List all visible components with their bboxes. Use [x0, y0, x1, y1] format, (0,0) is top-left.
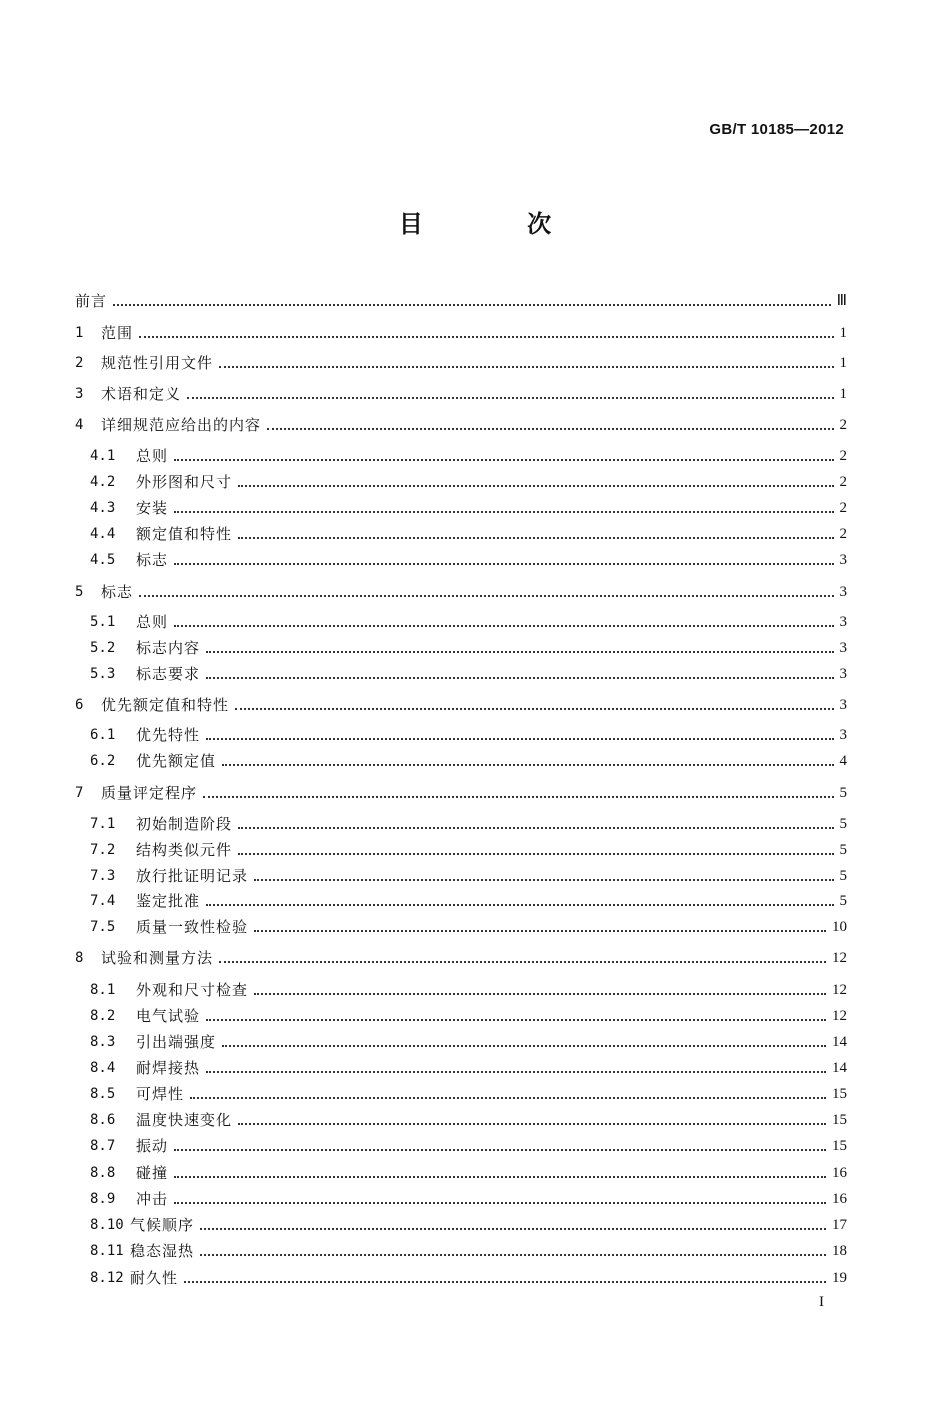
toc-leader-dots [184, 1280, 826, 1283]
toc-entry [75, 750, 847, 772]
toc-entry-number: 7.4 [90, 893, 116, 909]
toc-entry-number: 8.4 [90, 1060, 116, 1076]
toc-entry [75, 1162, 847, 1184]
toc-leader-dots [174, 562, 833, 565]
toc-entry-number: 8 [75, 950, 84, 966]
toc-entry [75, 1031, 847, 1053]
toc-entry-title: 前言 [75, 292, 108, 310]
toc-leader-dots [174, 624, 833, 627]
toc-entry [75, 694, 847, 716]
toc-entry-page: 1 [839, 325, 847, 341]
toc-entry [75, 839, 847, 861]
toc-entry-title: 耐焊接热 [136, 1059, 201, 1077]
toc-entry-number: 5.2 [90, 640, 116, 656]
toc-entry-page: 15 [832, 1086, 847, 1102]
toc-leader-dots [174, 510, 833, 513]
toc-entry-number: 7 [75, 785, 84, 801]
toc-entry [75, 445, 847, 467]
toc-entry-page: 2 [839, 526, 847, 542]
toc-entry-number: 8.9 [90, 1191, 116, 1207]
toc-entry-page: 12 [832, 982, 847, 998]
toc-entry-page: 5 [839, 868, 847, 884]
toc-entry-page: 4 [839, 753, 847, 769]
toc-entry-page: 14 [832, 1034, 847, 1050]
toc-entry-page: 3 [839, 614, 847, 630]
toc-entry-page: Ⅲ [836, 293, 847, 309]
toc-entry-page: 2 [839, 448, 847, 464]
toc-entry-page: 3 [839, 727, 847, 743]
toc-entry-title: 鉴定批准 [136, 892, 201, 910]
toc-leader-dots [200, 1227, 826, 1230]
toc-entry [75, 549, 847, 571]
toc-entry [75, 290, 847, 312]
toc-entry-page: 3 [839, 552, 847, 568]
toc-entry-title: 总则 [136, 447, 169, 465]
toc-entry-number: 7.3 [90, 868, 116, 884]
toc-entry-title: 标志要求 [136, 665, 201, 683]
toc-entry-number: 8.2 [90, 1008, 116, 1024]
toc-leader-dots [219, 365, 833, 368]
toc-entry-page: 18 [832, 1243, 847, 1259]
toc-leader-dots [206, 903, 833, 906]
toc-entry-title: 外观和尺寸检查 [136, 981, 249, 999]
toc-entry [75, 611, 847, 633]
toc-entry-page: 5 [839, 816, 847, 832]
toc-entry-number: 7.5 [90, 919, 116, 935]
toc-entry-number: 8.12 [90, 1270, 124, 1286]
toc-leader-dots [139, 594, 833, 597]
toc-entry [75, 979, 847, 1001]
toc-entry-title: 优先额定值和特性 [101, 696, 230, 714]
toc-entry-number: 5.1 [90, 614, 116, 630]
toc-entry-title: 放行批证明记录 [136, 867, 249, 885]
toc-entry-title: 规范性引用文件 [101, 354, 214, 372]
toc-leader-dots [222, 1044, 826, 1047]
toc-entry [75, 1267, 847, 1289]
toc-entry [75, 581, 847, 603]
toc-leader-dots [206, 676, 833, 679]
toc-entry-page: 5 [839, 842, 847, 858]
toc-entry-title: 初始制造阶段 [136, 815, 233, 833]
toc-leader-dots [254, 929, 826, 932]
standard-number: GB/T 10185—2012 [709, 121, 844, 138]
toc-entry [75, 1188, 847, 1210]
toc-entry-title: 优先额定值 [136, 752, 217, 770]
toc-leader-dots [206, 650, 833, 653]
toc-entry-number: 4.1 [90, 448, 116, 464]
toc-entry-title: 标志 [101, 583, 134, 601]
toc-entry [75, 471, 847, 493]
toc-entry-number: 5.3 [90, 666, 116, 682]
toc-leader-dots [174, 1148, 826, 1151]
toc-entry-page: 2 [839, 474, 847, 490]
toc-entry-page: 3 [839, 584, 847, 600]
toc-entry-number: 4 [75, 417, 84, 433]
toc-entry-title: 试验和测量方法 [101, 949, 214, 967]
toc-entry-page: 15 [832, 1112, 847, 1128]
toc-entry-page: 2 [839, 417, 847, 433]
toc-entry-title: 电气试验 [136, 1007, 201, 1025]
toc-entry-page: 17 [832, 1217, 847, 1233]
toc-entry [75, 813, 847, 835]
toc-leader-dots [206, 1070, 826, 1073]
toc-leader-dots [254, 992, 826, 995]
toc-entry [75, 782, 847, 804]
toc-entry-number: 8.3 [90, 1034, 116, 1050]
toc-entry [75, 1109, 847, 1131]
toc-entry-page: 14 [832, 1060, 847, 1076]
toc-leader-dots [206, 1018, 826, 1021]
toc-entry [75, 1057, 847, 1079]
toc-entry-page: 5 [839, 785, 847, 801]
toc-leader-dots [238, 484, 833, 487]
toc-entry-number: 6.2 [90, 753, 116, 769]
toc-leader-dots [113, 303, 831, 306]
toc-entry-title: 气候顺序 [130, 1216, 195, 1234]
toc-leader-dots [187, 396, 833, 399]
toc-entry-number: 6 [75, 697, 84, 713]
toc-entry-page: 3 [839, 666, 847, 682]
toc-entry [75, 352, 847, 374]
toc-entry-title: 范围 [101, 324, 134, 342]
toc-leader-dots [190, 1096, 826, 1099]
toc-entry-title: 引出端强度 [136, 1033, 217, 1051]
toc-entry-title: 振动 [136, 1137, 169, 1155]
toc-entry-title: 冲击 [136, 1190, 169, 1208]
toc-entry [75, 322, 847, 344]
toc-entry-number: 8.1 [90, 982, 116, 998]
toc-entry-number: 4.5 [90, 552, 116, 568]
page-title: 目 次 [398, 210, 600, 238]
toc-entry-title: 质量一致性检验 [136, 918, 249, 936]
toc-entry-title: 质量评定程序 [101, 784, 198, 802]
toc-entry-number: 7.1 [90, 816, 116, 832]
toc-leader-dots [238, 1122, 826, 1125]
toc-leader-dots [174, 458, 833, 461]
toc-entry-title: 术语和定义 [101, 385, 182, 403]
toc-entry-title: 额定值和特性 [136, 525, 233, 543]
toc-entry-number: 8.5 [90, 1086, 116, 1102]
toc-leader-dots [267, 427, 833, 430]
toc-entry [75, 865, 847, 887]
toc-entry [75, 1214, 847, 1236]
toc-entry-number: 1 [75, 325, 84, 341]
toc-entry-number: 7.2 [90, 842, 116, 858]
toc-entry-title: 温度快速变化 [136, 1111, 233, 1129]
toc-entry-number: 8.8 [90, 1165, 116, 1181]
toc-entry-title: 详细规范应给出的内容 [101, 416, 262, 434]
toc-entry-title: 总则 [136, 613, 169, 631]
toc-entry-number: 4.2 [90, 474, 116, 490]
toc-leader-dots [174, 1201, 826, 1204]
toc-entry [75, 523, 847, 545]
toc-entry-page: 1 [839, 355, 847, 371]
toc-entry-title: 优先特性 [136, 726, 201, 744]
toc-leader-dots [203, 795, 833, 798]
toc-entry-title: 安装 [136, 499, 169, 517]
toc-leader-dots [238, 826, 833, 829]
toc-entry [75, 383, 847, 405]
toc-leader-dots [174, 1175, 826, 1178]
toc-leader-dots [200, 1253, 826, 1256]
toc-entry-title: 标志 [136, 551, 169, 569]
toc-entry-title: 可焊性 [136, 1085, 185, 1103]
toc-leader-dots [219, 960, 826, 963]
toc-entry-page: 15 [832, 1138, 847, 1154]
toc-entry [75, 637, 847, 659]
toc-entry-title: 外形图和尺寸 [136, 473, 233, 491]
toc-entry-number: 3 [75, 386, 84, 402]
toc-entry [75, 1005, 847, 1027]
toc-leader-dots [139, 335, 833, 338]
toc-entry [75, 890, 847, 912]
toc-entry-number: 8.6 [90, 1112, 116, 1128]
toc-entry-number: 2 [75, 355, 84, 371]
toc-leader-dots [222, 763, 833, 766]
toc-entry-number: 8.10 [90, 1217, 124, 1233]
toc-leader-dots [206, 737, 833, 740]
toc-entry-number: 5 [75, 584, 84, 600]
toc-entry-number: 6.1 [90, 727, 116, 743]
toc-entry-title: 碰撞 [136, 1164, 169, 1182]
toc-entry-page: 19 [832, 1270, 847, 1286]
toc-entry-page: 1 [839, 386, 847, 402]
toc-entry-page: 3 [839, 640, 847, 656]
toc-leader-dots [235, 707, 833, 710]
toc-leader-dots [238, 536, 833, 539]
table-of-contents [75, 0, 847, 1403]
toc-entry-page: 10 [832, 919, 847, 935]
toc-entry [75, 497, 847, 519]
toc-entry-title: 标志内容 [136, 639, 201, 657]
toc-entry-number: 4.3 [90, 500, 116, 516]
toc-entry [75, 1240, 847, 1262]
toc-leader-dots [254, 878, 833, 881]
toc-entry-page: 12 [832, 950, 847, 966]
toc-entry [75, 916, 847, 938]
toc-entry-page: 3 [839, 697, 847, 713]
toc-entry [75, 414, 847, 436]
toc-entry [75, 724, 847, 746]
toc-entry-number: 8.7 [90, 1138, 116, 1154]
toc-entry-title: 耐久性 [130, 1269, 179, 1287]
toc-entry-page: 5 [839, 893, 847, 909]
toc-entry-title: 结构类似元件 [136, 841, 233, 859]
toc-entry-number: 8.11 [90, 1243, 124, 1259]
toc-entry-title: 稳态湿热 [130, 1242, 195, 1260]
toc-entry [75, 663, 847, 685]
toc-entry [75, 947, 847, 969]
toc-entry-page: 2 [839, 500, 847, 516]
toc-entry-number: 4.4 [90, 526, 116, 542]
toc-leader-dots [238, 852, 833, 855]
toc-entry-page: 16 [832, 1191, 847, 1207]
toc-entry [75, 1135, 847, 1157]
page-number: I [819, 1294, 824, 1310]
toc-entry-page: 16 [832, 1165, 847, 1181]
toc-entry [75, 1083, 847, 1105]
toc-entry-page: 12 [832, 1008, 847, 1024]
